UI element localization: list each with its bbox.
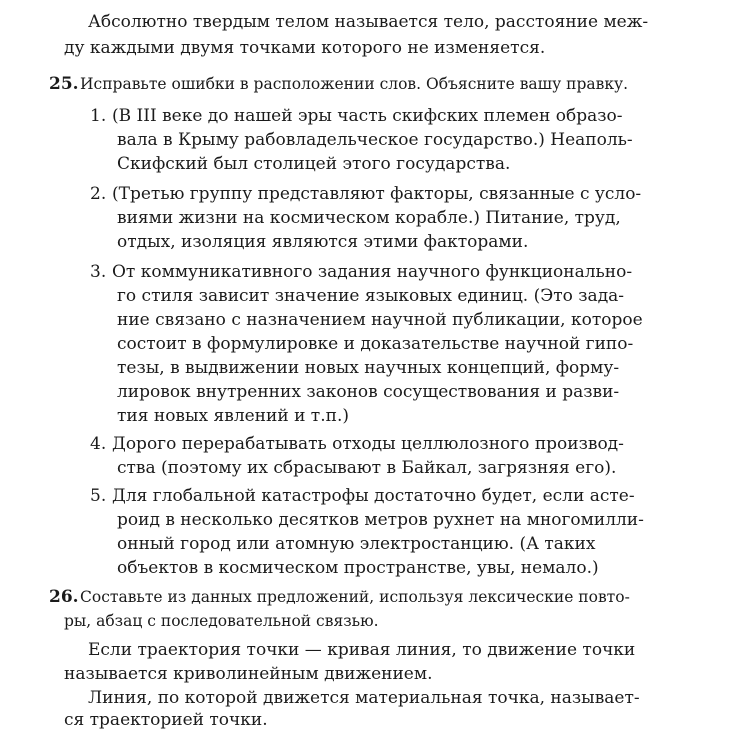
intro-line-2: ду каждыми двумя точками которого не изменяется. [64, 38, 546, 58]
item-3-number: 3. [90, 262, 107, 282]
item-3-line-7: тия новых явлений и т.п.) [117, 406, 349, 426]
item-1-line-3: Скифский был столицей этого государства. [117, 154, 511, 174]
item-2-number: 2. [90, 184, 107, 204]
item-2-line-2: виями жизни на космическом корабле.) Питание, труд, [117, 208, 621, 228]
item-3-line-5: тезы, в выдвижении новых научных концепций, форму- [117, 358, 620, 378]
item-3-line-4: состоит в формулировке и доказательстве научной гипо- [117, 334, 634, 354]
task-26-line-2: ры, абзац с последовательной связью. [64, 612, 379, 630]
item-4-number: 4. [90, 434, 107, 454]
paragraph-2-line-2: ся траекторией точки. [64, 710, 268, 730]
item-3-line-6: лировок внутренних законов сосуществования и разви- [117, 382, 620, 402]
item-5-line-1: Для глобальной катастрофы достаточно будет, если асте- [112, 486, 635, 506]
item-5-line-3: онный город или атомную электростанцию. (А таких [117, 534, 596, 554]
item-4-line-1: Дорого перерабатывать отходы целлюлозного производ- [112, 434, 624, 454]
item-1-line-2: вала в Крыму рабовладельческое государство.) Неаполь- [117, 130, 633, 150]
item-4-line-2: ства (поэтому их сбрасывают в Байкал, загрязняя его). [117, 458, 617, 478]
item-5-line-4: объектов в космическом пространстве, увы, немало.) [117, 558, 599, 578]
item-1-number: 1. [90, 106, 107, 126]
task-26-number: 26. [49, 587, 79, 607]
item-5-number: 5. [90, 486, 107, 506]
item-2-line-1: (Третью группу представляют факторы, связанные с усло- [112, 184, 642, 204]
paragraph-1-line-2: называется криволинейным движением. [64, 664, 433, 684]
item-1-line-1: (В III веке до нашей эры часть скифских племен образо- [112, 106, 623, 126]
task-25-text: Исправьте ошибки в расположении слов. Объясните вашу правку. [80, 75, 629, 93]
item-3-line-2: го стиля зависит значение языковых единиц. (Это зада- [117, 286, 625, 306]
task-26-line-1: Составьте из данных предложений, используя лексические повто- [80, 588, 630, 606]
item-2-line-3: отдых, изоляция являются этими факторами. [117, 232, 529, 252]
item-5-line-2: роид в несколько десятков метров рухнет на многомилли- [117, 510, 644, 530]
task-25-number: 25. [49, 74, 79, 94]
paragraph-2-line-1: Линия, по которой движется материальная точка, называет- [88, 688, 640, 708]
intro-line-1: Абсолютно твердым телом называется тело, расстояние меж- [88, 12, 649, 32]
paragraph-1-line-1: Если траектория точки — кривая линия, то движение точки [88, 640, 636, 660]
item-3-line-1: От коммуникативного задания научного функционально- [112, 262, 633, 282]
item-3-line-3: ние связано с назначением научной публикации, которое [117, 310, 643, 330]
